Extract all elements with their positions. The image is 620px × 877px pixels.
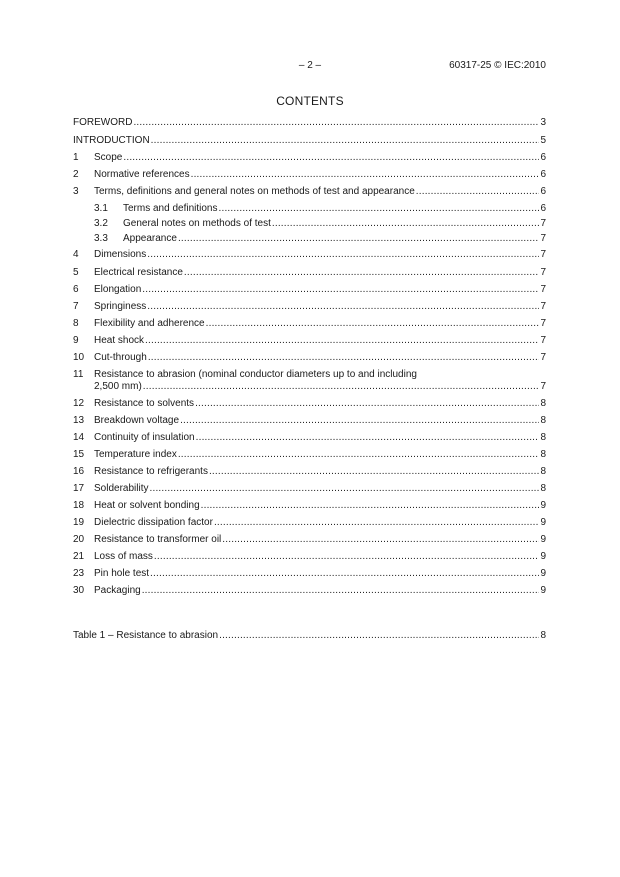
leader-dots [123, 152, 539, 164]
toc-entry-page: 7 [540, 267, 546, 278]
leader-dots [151, 135, 540, 147]
toc-entry-text: Breakdown voltage [94, 415, 180, 426]
toc-entry-number: 10 [73, 352, 85, 363]
toc-entry-number: 9 [73, 335, 79, 346]
toc-entry-text: Solderability [94, 483, 149, 494]
toc-entry-text: Dielectric dissipation factor [94, 517, 213, 528]
toc-entry-page: 8 [540, 398, 546, 409]
toc-entry-number: 30 [73, 585, 85, 596]
table-entry-page: 8 [540, 630, 546, 641]
leader-dots [209, 466, 539, 478]
toc-entry-page: 7 [540, 218, 546, 229]
toc-entry-10[interactable] [73, 352, 546, 364]
leader-dots [178, 449, 540, 461]
toc-entry-text: INTRODUCTION [73, 135, 150, 146]
toc-entry-number: 23 [73, 568, 85, 579]
toc-entry-text: Resistance to refrigerants [94, 466, 208, 477]
page-number: – 2 – [298, 60, 322, 71]
toc-entry-number: 3.3 [94, 233, 108, 244]
toc-entry-number: 8 [73, 318, 79, 329]
toc-entry-text: Resistance to transformer oil [94, 534, 222, 545]
leader-dots [206, 318, 540, 330]
toc-entry-3-3[interactable] [94, 233, 546, 245]
toc-entry-17[interactable] [73, 483, 546, 495]
toc-entry-14[interactable] [73, 432, 546, 444]
toc-entry-page: 9 [540, 551, 546, 562]
toc-entry-page: 9 [540, 568, 546, 579]
toc-entry-1[interactable] [73, 152, 546, 164]
toc-entry-page: 7 [540, 381, 546, 392]
toc-entry-page: 6 [540, 186, 546, 197]
leader-dots [133, 117, 539, 129]
leader-dots [416, 186, 540, 198]
toc-entry-3-2[interactable] [94, 218, 546, 230]
toc-entry-number: 12 [73, 398, 85, 409]
toc-entry-5[interactable] [73, 267, 546, 279]
toc-entry-text: Terms and definitions [123, 203, 218, 214]
toc-entry-page: 7 [540, 352, 546, 363]
toc-entry-text: Flexibility and adherence [94, 318, 205, 329]
leader-dots [147, 301, 539, 313]
toc-entry-9[interactable] [73, 335, 546, 347]
toc-entry-text: Pin hole test [94, 568, 150, 579]
leader-dots [196, 432, 540, 444]
leader-dots [195, 398, 539, 410]
toc-entry-15[interactable] [73, 449, 546, 461]
table-list-entry-1[interactable] [73, 630, 546, 642]
toc-entry-page: 6 [540, 152, 546, 163]
toc-entry-4[interactable] [73, 249, 546, 261]
toc-entry-7[interactable] [73, 301, 546, 313]
toc-entry-number: 1 [73, 152, 79, 163]
toc-entry-text: FOREWORD [73, 117, 133, 128]
toc-entry-12[interactable] [73, 398, 546, 410]
toc-entry-text-continued: 2,500 mm) [94, 381, 142, 392]
toc-entry-page: 7 [540, 318, 546, 329]
toc-entry-number: 18 [73, 500, 85, 511]
toc-entry-number: 3.1 [94, 203, 108, 214]
toc-entry-introduction[interactable] [73, 135, 546, 147]
toc-entry-text: Temperature index [94, 449, 177, 460]
toc-entry-text: Scope [94, 152, 123, 163]
toc-entry-page: 7 [540, 284, 546, 295]
toc-entry-page: 8 [540, 483, 546, 494]
toc-entry-text: Cut-through [94, 352, 147, 363]
leader-dots [272, 218, 540, 230]
leader-dots [149, 483, 539, 495]
toc-entry-number: 14 [73, 432, 85, 443]
leader-dots [184, 267, 540, 279]
toc-entry-number: 15 [73, 449, 85, 460]
toc-entry-18[interactable] [73, 500, 546, 512]
toc-entry-text: Loss of mass [94, 551, 153, 562]
leader-dots [201, 500, 540, 512]
toc-entry-page: 9 [540, 517, 546, 528]
toc-entry-text: Resistance to solvents [94, 398, 195, 409]
toc-entry-number: 16 [73, 466, 85, 477]
leader-dots [148, 352, 540, 364]
toc-entry-2[interactable] [73, 169, 546, 181]
toc-entry-text: Appearance [123, 233, 177, 244]
toc-entry-page: 3 [540, 117, 546, 128]
toc-entry-number: 13 [73, 415, 85, 426]
leader-dots [219, 203, 540, 215]
toc-entry-13[interactable] [73, 415, 546, 427]
toc-entry-number: 2 [73, 169, 79, 180]
toc-entry-page: 9 [540, 500, 546, 511]
toc-entry-page: 7 [540, 249, 546, 260]
toc-entry-text: Heat shock [94, 335, 145, 346]
toc-entry-number: 4 [73, 249, 79, 260]
toc-entry-page: 8 [540, 432, 546, 443]
toc-entry-number: 7 [73, 301, 79, 312]
toc-entry-11-continued[interactable] [94, 381, 546, 393]
standard-reference: 60317-25 © IEC:2010 [449, 60, 546, 71]
toc-entry-3-1[interactable] [94, 203, 546, 215]
toc-entry-text: Packaging [94, 585, 141, 596]
toc-entry-text: Terms, definitions and general notes on methods of test and appearance [94, 186, 415, 197]
toc-entry-30[interactable] [73, 585, 546, 597]
leader-dots [222, 534, 539, 546]
toc-entry-page: 6 [540, 203, 546, 214]
toc-entry-3[interactable] [73, 186, 546, 198]
toc-entry-21[interactable] [73, 551, 546, 563]
toc-entry-text: Heat or solvent bonding [94, 500, 200, 511]
toc-entry-text: Elongation [94, 284, 142, 295]
leader-dots [219, 630, 539, 642]
toc-entry-page: 5 [540, 135, 546, 146]
table-entry-text: Table 1 – Resistance to abrasion [73, 630, 219, 641]
toc-entry-11[interactable] [73, 369, 417, 381]
leader-dots [147, 249, 539, 261]
toc-entry-text: Electrical resistance [94, 267, 183, 278]
leader-dots [154, 551, 540, 563]
toc-entry-text: Resistance to abrasion (nominal conductor diameters up to and including [94, 369, 417, 380]
toc-entry-16[interactable] [73, 466, 546, 478]
toc-entry-page: 8 [540, 449, 546, 460]
toc-entry-8[interactable] [73, 318, 546, 330]
leader-dots [178, 233, 540, 245]
toc-entry-number: 3.2 [94, 218, 108, 229]
toc-entry-20[interactable] [73, 534, 546, 546]
toc-entry-text: Continuity of insulation [94, 432, 195, 443]
leader-dots [142, 585, 540, 597]
leader-dots [143, 381, 540, 393]
toc-entry-number: 17 [73, 483, 85, 494]
leader-dots [214, 517, 540, 529]
leader-dots [180, 415, 539, 427]
toc-entry-19[interactable] [73, 517, 546, 529]
toc-entry-text: Springiness [94, 301, 147, 312]
toc-entry-page: 7 [540, 233, 546, 244]
page-title: CONTENTS [276, 94, 344, 108]
toc-entry-page: 9 [540, 585, 546, 596]
toc-entry-number: 11 [73, 369, 84, 380]
toc-entry-number: 21 [73, 551, 85, 562]
leader-dots [145, 335, 539, 347]
toc-entry-number: 20 [73, 534, 85, 545]
leader-dots [191, 169, 540, 181]
toc-entry-number: 19 [73, 517, 85, 528]
toc-entry-number: 3 [73, 186, 79, 197]
toc-entry-page: 8 [540, 415, 546, 426]
leader-dots [150, 568, 539, 580]
toc-entry-page: 8 [540, 466, 546, 477]
toc-entry-6[interactable] [73, 284, 546, 296]
toc-entry-foreword[interactable] [73, 117, 546, 129]
toc-entry-page: 7 [540, 301, 546, 312]
toc-entry-page: 9 [540, 534, 546, 545]
toc-entry-text: General notes on methods of test [123, 218, 271, 229]
toc-entry-text: Normative references [94, 169, 190, 180]
leader-dots [142, 284, 539, 296]
toc-entry-number: 6 [73, 284, 79, 295]
toc-entry-text: Dimensions [94, 249, 147, 260]
toc-entry-number: 5 [73, 267, 79, 278]
toc-entry-page: 7 [540, 335, 546, 346]
toc-entry-23[interactable] [73, 568, 546, 580]
toc-entry-page: 6 [540, 169, 546, 180]
